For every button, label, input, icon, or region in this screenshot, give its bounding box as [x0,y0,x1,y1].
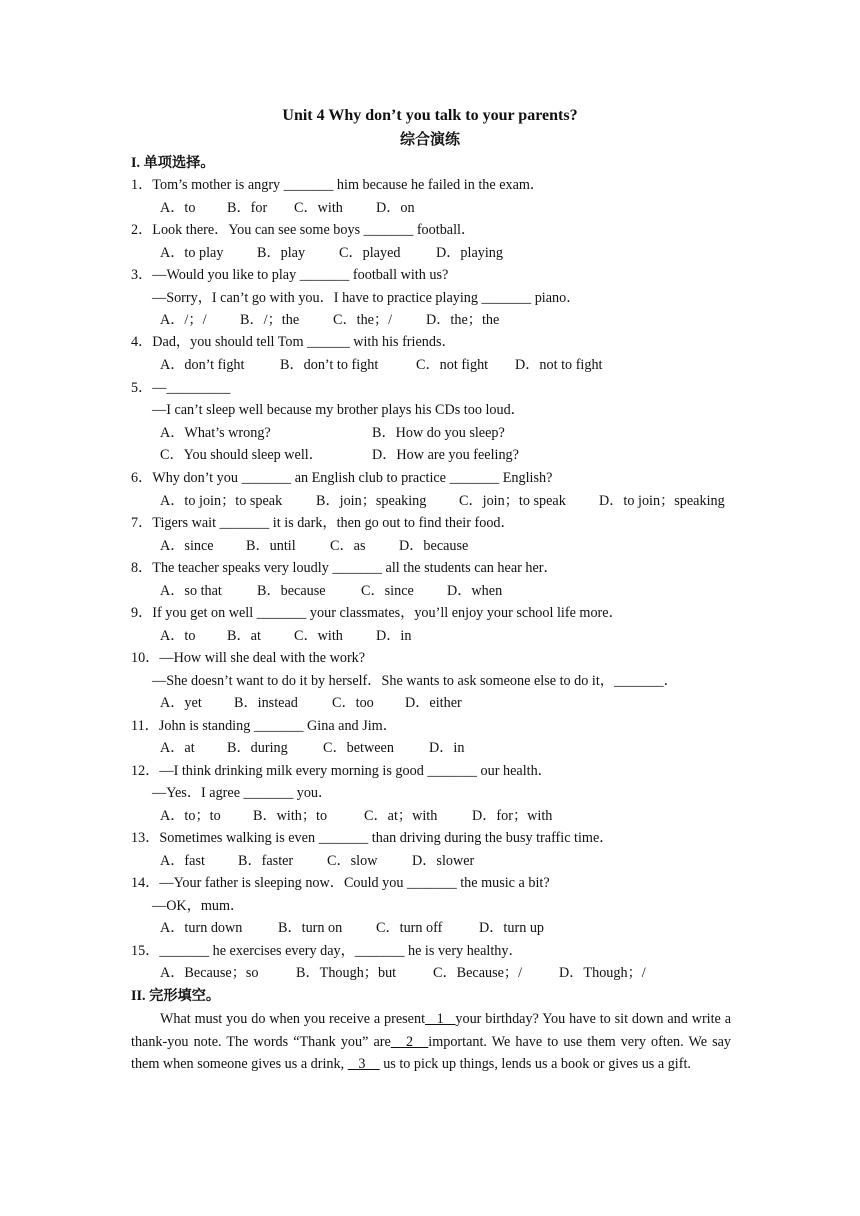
question-2: 2．Look there．You can see some boys _______ football． [131,222,476,238]
question-13-options: A．fast B．faster C．slow D．slower [160,853,475,869]
question-11-options: A．at B．during C．between D．in [160,740,465,756]
cloze-blank-2: 2 [390,1033,429,1050]
question-8-options: A．so that B．because C．since D．when [160,583,503,599]
question-14-options: A．turn down B．turn on C．turn off D．turn up [160,920,545,936]
section-2-heading: II. 完形填空。 [131,988,221,1004]
question-3-options: A．/；/ B．/；the C．the；/ D．the；the [160,312,500,328]
cloze-passage: What must you do when you receive a present 1 your birthday? You have to sit down and write a thank-you note. The words “Thank you” are 2 important. We have to use them very often. We say them when someone gives us a drink, 3 us to pick up things, lends us a book or gives us a gift. [131,1011,732,1072]
question-15: 15．_______ he exercises every day，_______ he is very healthy． [131,943,523,959]
question-7: 7．Tigers wait _______ it is dark，then go out to find their food． [131,515,515,531]
question-6: 6．Why don’t you _______ an English club to practice _______ English? [131,470,553,486]
question-10: 10．—How will she deal with the work? [131,650,366,666]
document-subtitle: 综合演练 [399,130,460,148]
question-8: 8．The teacher speaks very loudly _______ all the students can hear her． [131,560,558,576]
cloze-blank-1: 1 [425,1011,456,1027]
question-14: 14．—Your father is sleeping now．Could you _______ the music a bit? [131,875,550,891]
question-9: 9．If you get on well _______ your classmates，you’ll enjoy your school life more． [131,605,623,621]
question-5-options-row-1: A．What’s wrong? B．How do you sleep? [160,425,505,441]
question-12-line-2: —Yes．I agree _______ you． [152,785,333,801]
question-1-options: A．to B．for C．with D．on [160,200,415,216]
question-5-options-row-2: C．You should sleep well． D．How are you feeling? [160,447,519,463]
cloze-blank-3: 3 [347,1056,380,1072]
question-12-options: A．to；to B．with；to C．at；with D．for；with [160,808,553,824]
question-3-line-2: —Sorry，I can’t go with you．I have to practice playing _______ piano． [152,290,581,306]
question-3: 3．—Would you like to play _______ football with us? [131,267,449,283]
question-11: 11．John is standing _______ Gina and Jim． [131,718,397,734]
question-2-options: A．to play B．play C．played D．playing [160,245,503,261]
question-15-options: A．Because；so B．Though；but C．Because；/ D．Though；/ [160,965,646,981]
question-4: 4．Dad，you should tell Tom ______ with his friends． [131,334,456,350]
question-5: 5．—_________ [131,380,231,396]
question-1: 1．Tom’s mother is angry _______ him because he failed in the exam． [131,177,545,193]
question-6-options: A．to join；to speak B．join；speaking C．join；to speak D．to join；speaking [160,493,725,509]
section-1-heading: I. 单项选择。 [131,155,215,171]
question-10-line-2: —She doesn’t want to do it by herself．She wants to ask someone else to do it，_______． [152,673,678,689]
question-14-line-2: —OK，mum． [152,898,245,914]
question-4-options: A．don’t fight B．don’t to fight C．not fight D．not to fight [160,357,603,373]
question-10-options: A．yet B．instead C．too D．either [160,695,462,711]
question-9-options: A．to B．at C．with D．in [160,628,412,644]
question-7-options: A．since B．until C．as D．because [160,538,469,554]
question-12: 12．—I think drinking milk every morning is good _______ our health． [131,763,552,779]
document-title: Unit 4 Why don’t you talk to your parents? [282,107,578,124]
question-13: 13．Sometimes walking is even _______ than driving during the busy traffic time． [131,830,614,846]
question-5-line-2: —I can’t sleep well because my brother plays his CDs too loud． [152,402,525,418]
